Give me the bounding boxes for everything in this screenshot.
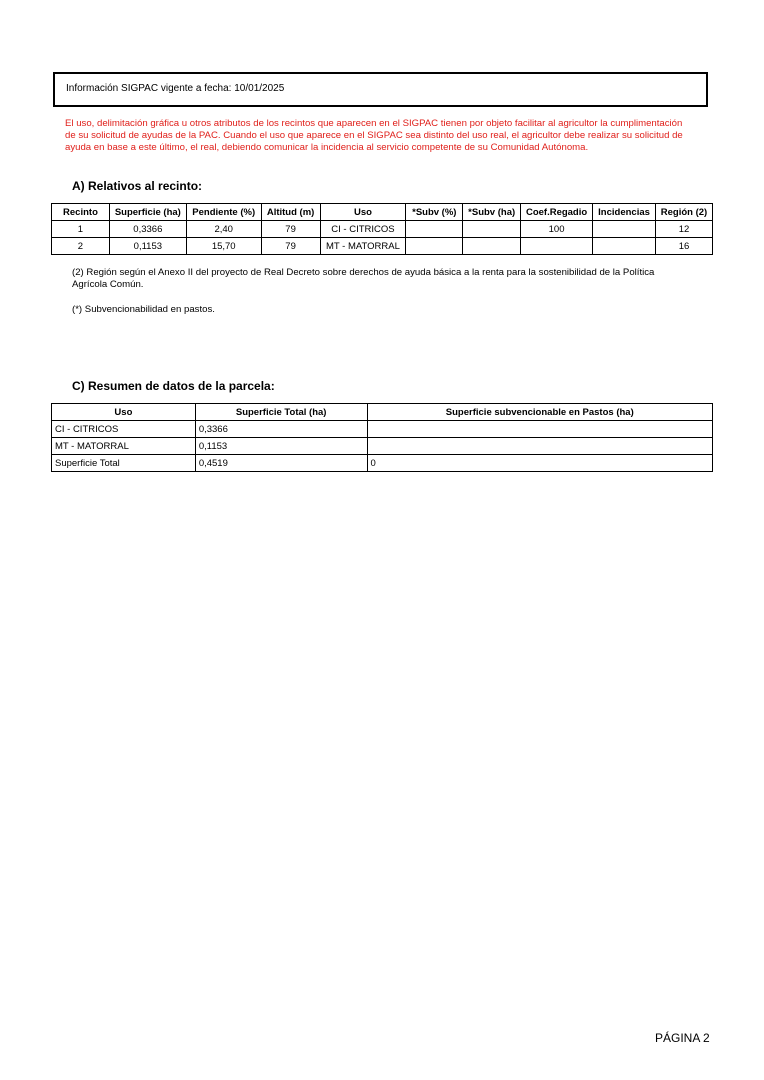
col-header: Uso bbox=[320, 204, 406, 221]
table-cell bbox=[406, 238, 463, 255]
recinto-table-header bbox=[52, 204, 713, 221]
page-number: PÁGINA 2 bbox=[655, 1031, 710, 1045]
col-header: Recinto bbox=[52, 204, 110, 221]
table-cell bbox=[593, 221, 656, 238]
info-box bbox=[53, 72, 708, 107]
table-cell bbox=[593, 238, 656, 255]
table-row bbox=[52, 455, 713, 472]
section-c-title: C) Resumen de datos de la parcela: bbox=[72, 379, 275, 393]
table-cell: 2,40 bbox=[186, 221, 261, 238]
table-cell bbox=[406, 221, 463, 238]
table-cell bbox=[367, 438, 712, 455]
region-footnote: (2) Región según el Anexo II del proyecto de Real Decreto sobre derechos de ayuda básica a la renta para la sostenibilidad de la Política Agrícola Común. bbox=[72, 267, 655, 290]
table-cell: 0 bbox=[367, 455, 712, 472]
col-header: Superficie (ha) bbox=[109, 204, 186, 221]
col-header: Región (2) bbox=[656, 204, 713, 221]
subv-footnote: (*) Subvencionabilidad en pastos. bbox=[72, 304, 215, 315]
table-cell: 100 bbox=[521, 221, 593, 238]
table-row bbox=[52, 438, 713, 455]
resumen-table bbox=[51, 403, 713, 472]
col-header: Coef.Regadio bbox=[521, 204, 593, 221]
table-cell bbox=[367, 421, 712, 438]
table-cell: 0,3366 bbox=[195, 421, 367, 438]
table-cell: 1 bbox=[52, 221, 110, 238]
table-cell: MT - MATORRAL bbox=[320, 238, 406, 255]
col-header: Pendiente (%) bbox=[186, 204, 261, 221]
table-row bbox=[52, 238, 713, 255]
table-cell: CI - CITRICOS bbox=[320, 221, 406, 238]
warning-text: El uso, delimitación gráfica u otros atributos de los recintos que aparecen en el SIGPAC tienen por objeto facilitar al agricultor la cumplimentación de su solicitud de ayudas de la PAC. Cuando el uso que aparece en el SIGPAC sea distinto del uso real, el agricultor debe realizar su solicitud de ayuda en base a este último, el real, debiendo comunicar la incidencia al servicio competente de su Comunidad Autónoma. bbox=[65, 118, 683, 153]
table-cell: CI - CITRICOS bbox=[52, 421, 196, 438]
table-cell: 0,3366 bbox=[109, 221, 186, 238]
table-row bbox=[52, 221, 713, 238]
section-a-title: A) Relativos al recinto: bbox=[72, 179, 203, 193]
table-cell bbox=[463, 238, 521, 255]
table-cell: 79 bbox=[261, 238, 320, 255]
col-header: *Subv (ha) bbox=[463, 204, 521, 221]
table-cell: 0,1153 bbox=[109, 238, 186, 255]
resumen-table-header bbox=[52, 404, 713, 421]
col-header: Uso bbox=[52, 404, 196, 421]
table-cell: Superficie Total bbox=[52, 455, 196, 472]
table-cell bbox=[463, 221, 521, 238]
table-cell: 2 bbox=[52, 238, 110, 255]
table-cell bbox=[521, 238, 593, 255]
table-cell: 0,1153 bbox=[195, 438, 367, 455]
table-cell: 79 bbox=[261, 221, 320, 238]
col-header: Superficie Total (ha) bbox=[195, 404, 367, 421]
col-header: Incidencias bbox=[593, 204, 656, 221]
col-header: Altitud (m) bbox=[261, 204, 320, 221]
col-header: *Subv (%) bbox=[406, 204, 463, 221]
table-cell: MT - MATORRAL bbox=[52, 438, 196, 455]
table-cell: 12 bbox=[656, 221, 713, 238]
table-cell: 16 bbox=[656, 238, 713, 255]
table-cell: 0,4519 bbox=[195, 455, 367, 472]
info-date-text: Información SIGPAC vigente a fecha: 10/01/2025 bbox=[66, 83, 285, 94]
recinto-table bbox=[51, 203, 713, 255]
table-row bbox=[52, 421, 713, 438]
col-header: Superficie subvencionable en Pastos (ha) bbox=[367, 404, 712, 421]
table-cell: 15,70 bbox=[186, 238, 261, 255]
